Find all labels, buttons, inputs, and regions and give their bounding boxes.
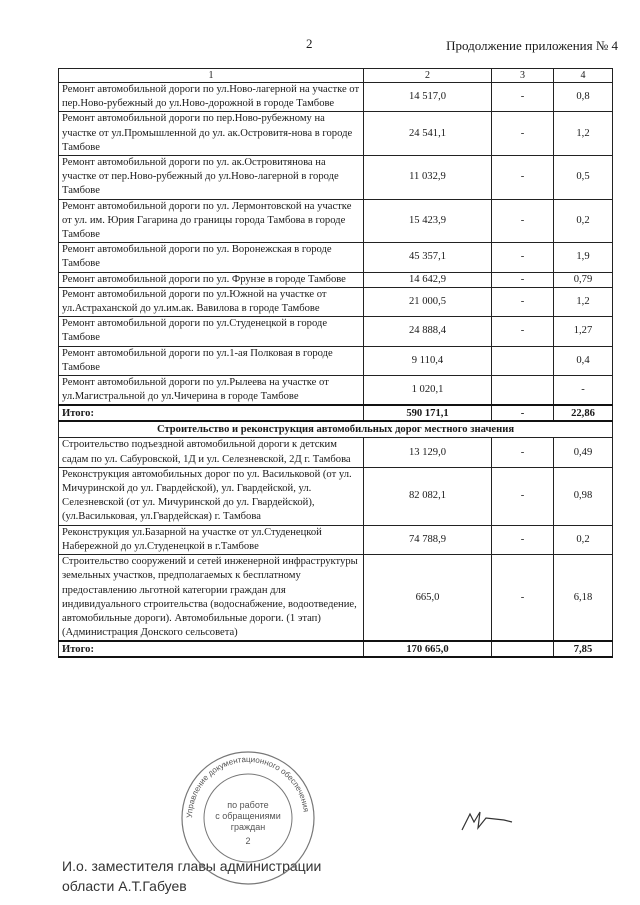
item-name-cell: Ремонт автомобильной дороги по ул. Фрунзе в городе Тамбове	[59, 272, 364, 287]
item-name-cell: Ремонт автомобильной дороги по ул.1-ая Полковая в городе Тамбове	[59, 346, 364, 375]
table-row	[59, 287, 613, 316]
table-row	[59, 346, 613, 375]
amount-cell: 590 171,1	[364, 405, 492, 421]
item-name-cell: Ремонт автомобильной дороги по ул. Воронежская в городе Тамбове	[59, 243, 364, 272]
appendix-table	[58, 68, 613, 658]
column3-cell: -	[492, 156, 554, 200]
svg-text:по работе: по работе	[227, 800, 269, 810]
svg-text:с обращениями: с обращениями	[215, 811, 281, 821]
share-cell: -	[554, 376, 613, 406]
column3-cell: -	[492, 525, 554, 554]
amount-cell: 21 000,5	[364, 287, 492, 316]
table-row	[59, 243, 613, 272]
amount-cell: 24 541,1	[364, 112, 492, 156]
header-cell: 1	[59, 69, 364, 83]
item-name-cell: Ремонт автомобильной дороги по ул.Студенецкой в городе Тамбове	[59, 317, 364, 346]
signatory-name: области А.Т.Габуев	[62, 878, 187, 894]
column3-cell	[492, 376, 554, 406]
table-row	[59, 199, 613, 243]
column3-cell: -	[492, 272, 554, 287]
appendix-continuation-label: Продолжение приложения № 4	[446, 38, 618, 53]
item-name-cell: Реконструкция автомобильных дорог по ул. Васильковой (от ул. Мичуринской до ул. Гвардейской), ул. Гвардейской, ул. Селезневской (от ул. Мичуринской до ул. Гвардейской), (ул.Васильковая, ул.Гвардейская) г. Тамбова	[59, 467, 364, 525]
signatory-title: И.о. заместителя главы администрации	[62, 858, 322, 874]
item-name-cell: Ремонт автомобильной дороги по ул.Ново-лагерной на участке от пер.Ново-рубежный до ул.Ново-дорожной в городе Тамбове	[59, 83, 364, 112]
item-name-cell: Реконструкция ул.Базарной на участке от ул.Студенецкой Набережной до ул.Студенецкой в г.Тамбове	[59, 525, 364, 554]
share-cell: 1,9	[554, 243, 613, 272]
table-row	[59, 525, 613, 554]
column-number-row	[59, 69, 613, 83]
amount-cell: 15 423,9	[364, 199, 492, 243]
table-row	[59, 112, 613, 156]
table-row	[59, 438, 613, 467]
signature	[456, 808, 516, 834]
item-name-cell: Ремонт автомобильной дороги по ул. Лермонтовской на участке от ул. им. Юрия Гагарина до границы города Тамбова в городе Тамбове	[59, 199, 364, 243]
column3-cell	[492, 641, 554, 657]
amount-cell: 9 110,4	[364, 346, 492, 375]
share-cell: 0,2	[554, 525, 613, 554]
svg-text:Управление документационного о: Управление документационного обеспечения	[184, 754, 311, 819]
item-name-cell: Строительство подъездной автомобильной дороги к детским садам по ул. Сабуровской, 1Д и ул. Селезневской, 2Д г. Тамбова	[59, 438, 364, 467]
share-cell: 7,85	[554, 641, 613, 657]
amount-cell: 170 665,0	[364, 641, 492, 657]
total-row	[59, 641, 613, 657]
table-row	[59, 156, 613, 200]
column3-cell: -	[492, 438, 554, 467]
header-cell: 4	[554, 69, 613, 83]
item-name-cell: Ремонт автомобильной дороги по ул. ак.Островитянова на участке от пер.Ново-рубежный до ул.Ново-лагерной в городе Тамбове	[59, 156, 364, 200]
amount-cell: 24 888,4	[364, 317, 492, 346]
column3-cell	[492, 346, 554, 375]
table-row	[59, 467, 613, 525]
item-name-cell: Строительство сооружений и сетей инженерной инфраструктуры земельных участков, предполагаемых к бесплатному предоставлению льготной категории граждан для индивидуального строительства (водоснабжение, водоотведение, автомобильные дороги). Автомобильные дороги. (1 этап) (Администрация Донского сельсовета)	[59, 555, 364, 642]
item-name-cell: Ремонт автомобильной дороги по пер.Ново-рубежному на участке от ул.Промышленной до ул. ак.Островитя-нова в городе Тамбове	[59, 112, 364, 156]
amount-cell: 665,0	[364, 555, 492, 642]
item-name-cell: Ремонт автомобильной дороги по ул.Рылеева на участке от ул.Магистральной до ул.Чичерина в городе Тамбове	[59, 376, 364, 406]
share-cell: 22,86	[554, 405, 613, 421]
table-row	[59, 376, 613, 406]
amount-cell: 45 357,1	[364, 243, 492, 272]
column3-cell: -	[492, 317, 554, 346]
column3-cell: -	[492, 83, 554, 112]
total-label: Итого:	[59, 641, 364, 657]
share-cell: 1,2	[554, 112, 613, 156]
amount-cell: 11 032,9	[364, 156, 492, 200]
item-name-cell: Ремонт автомобильной дороги по ул.Южной на участке от ул.Астраханской до ул.им.ак. Вавилова в городе Тамбове	[59, 287, 364, 316]
column3-cell: -	[492, 405, 554, 421]
total-label: Итого:	[59, 405, 364, 421]
column3-cell: -	[492, 287, 554, 316]
share-cell: 0,8	[554, 83, 613, 112]
amount-cell: 13 129,0	[364, 438, 492, 467]
table-row	[59, 555, 613, 642]
total-row	[59, 405, 613, 421]
header-cell: 3	[492, 69, 554, 83]
amount-cell: 14 642,9	[364, 272, 492, 287]
amount-cell: 1 020,1	[364, 376, 492, 406]
table-row	[59, 83, 613, 112]
header-cell: 2	[364, 69, 492, 83]
amount-cell: 14 517,0	[364, 83, 492, 112]
table-row	[59, 317, 613, 346]
share-cell: 0,79	[554, 272, 613, 287]
svg-text:2: 2	[245, 836, 251, 846]
column3-cell: -	[492, 112, 554, 156]
share-cell: 0,98	[554, 467, 613, 525]
share-cell: 0,5	[554, 156, 613, 200]
amount-cell: 74 788,9	[364, 525, 492, 554]
table-row	[59, 272, 613, 287]
share-cell: 0,4	[554, 346, 613, 375]
share-cell: 1,27	[554, 317, 613, 346]
amount-cell: 82 082,1	[364, 467, 492, 525]
column3-cell: -	[492, 467, 554, 525]
column3-cell: -	[492, 199, 554, 243]
share-cell: 0,49	[554, 438, 613, 467]
section-title: Строительство и реконструкция автомобильных дорог местного значения	[59, 421, 613, 438]
page-number: 2	[306, 36, 313, 51]
svg-text:граждан: граждан	[230, 822, 266, 832]
column3-cell: -	[492, 555, 554, 642]
share-cell: 0,2	[554, 199, 613, 243]
section-header-row	[59, 421, 613, 438]
column3-cell: -	[492, 243, 554, 272]
share-cell: 6,18	[554, 555, 613, 642]
share-cell: 1,2	[554, 287, 613, 316]
